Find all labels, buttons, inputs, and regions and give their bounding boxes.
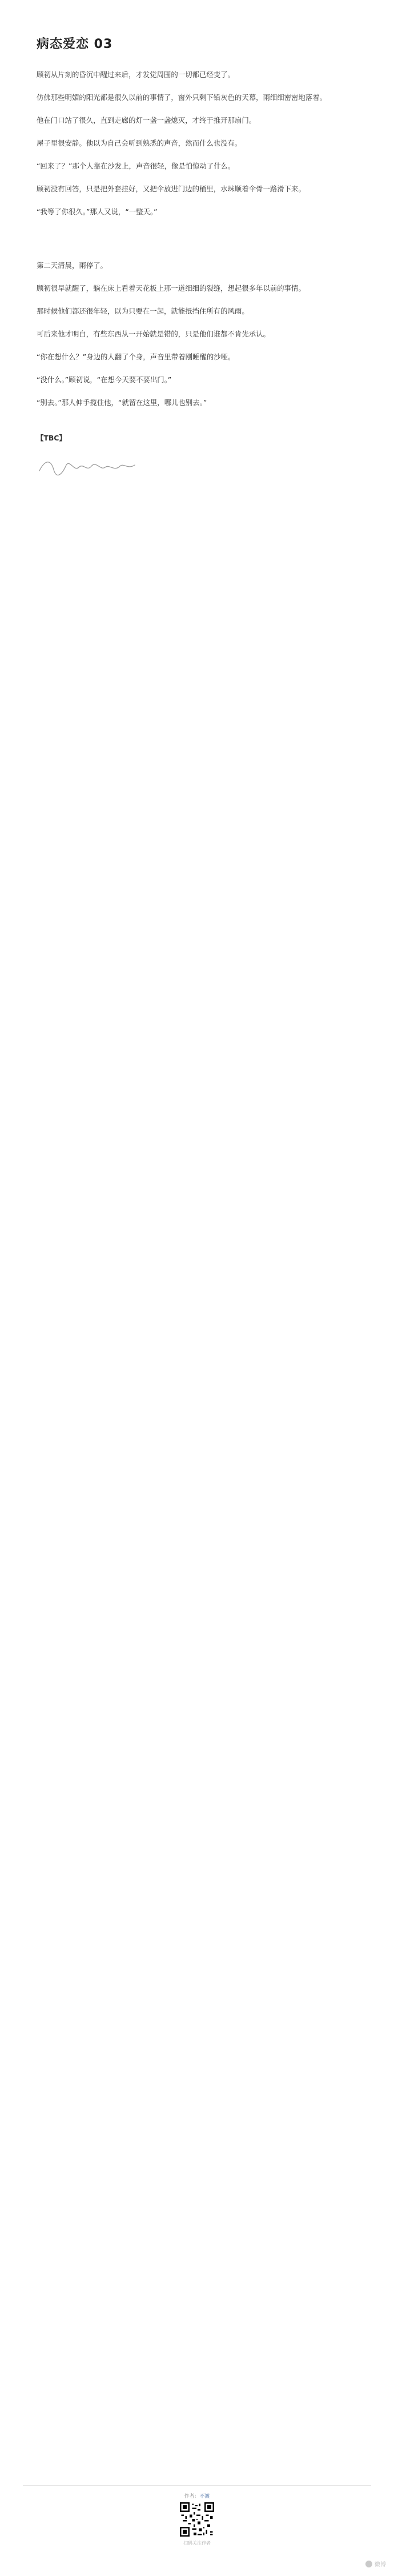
story-paragraph: 屋子里很安静。他以为自己会听到熟悉的声音，然而什么也没有。 — [37, 139, 242, 147]
page-title: 病态爱恋 03 — [37, 37, 113, 51]
story-paragraph: 仿佛那些明媚的阳光都是很久以前的事情了，窗外只剩下铅灰色的天幕，雨细细密密地落着。 — [37, 93, 327, 102]
story-paragraph: 可后来他才明白，有些东西从一开始就是错的，只是他们谁都不肯先承认。 — [37, 330, 270, 338]
story-paragraph: 顾初很早就醒了，躺在床上看着天花板上那一道细细的裂缝，想起很多年以前的事情。 — [37, 284, 305, 293]
platform-watermark — [365, 2559, 386, 2568]
byline-prefix: 作者： — [184, 2494, 200, 2499]
to-be-continued: 【TBC】 — [37, 434, 66, 442]
author-byline — [0, 2492, 394, 2499]
story-paragraph: 顾初从片刻的昏沉中醒过来后，才发觉周围的一切都已经变了。 — [37, 70, 235, 79]
footer-divider — [23, 2485, 371, 2486]
story-paragraph: 第二天清晨，雨停了。 — [37, 261, 107, 270]
story-paragraph: 他在门口站了很久，直到走廊的灯一盏一盏熄灭，才终于推开那扇门。 — [37, 116, 256, 125]
story-paragraph: 那时候他们都还很年轻，以为只要在一起，就能抵挡住所有的风雨。 — [37, 307, 249, 315]
story-paragraph: “别去。”那人伸手揽住他，“就留在这里，哪儿也别去。” — [37, 398, 207, 407]
story-paragraph: “回来了？”那个人靠在沙发上，声音很轻，像是怕惊动了什么。 — [37, 162, 235, 170]
story-paragraph: “没什么。”顾初说，“在想今天要不要出门。” — [37, 375, 172, 384]
qr-caption: 扫码关注作者 — [183, 2541, 211, 2546]
weibo-icon — [365, 2561, 372, 2567]
story-paragraph: “我等了你很久。”那人又说，“一整天。” — [37, 207, 158, 216]
author-link[interactable]: 不渡 — [199, 2494, 210, 2499]
handwritten-signature — [37, 455, 139, 478]
story-paragraph: 顾初没有回答，只是把外套挂好，又把伞放进门边的桶里，水珠顺着伞骨一路滑下来。 — [37, 185, 305, 193]
qr-code-icon[interactable] — [180, 2502, 214, 2537]
story-body — [37, 69, 357, 478]
story-paragraph: “你在想什么？”身边的人翻了个身，声音里带着刚睡醒的沙哑。 — [37, 352, 235, 361]
watermark-text: 微博 — [375, 2562, 386, 2568]
